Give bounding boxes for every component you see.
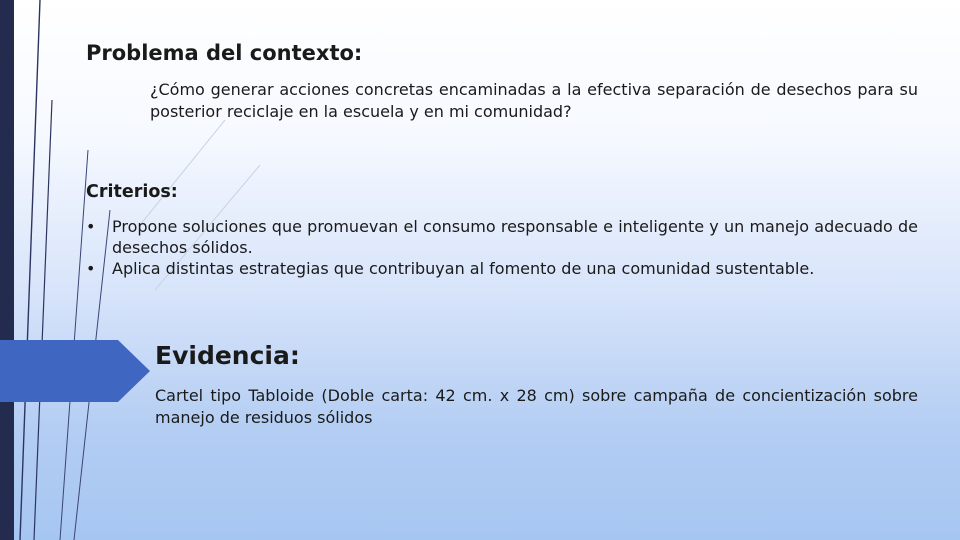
criteria-item-text: Aplica distintas estrategias que contribuyan al fomento de una comunidad sustentable. — [112, 259, 815, 278]
criteria-heading: Criterios: — [86, 182, 178, 202]
arrow-shape — [0, 340, 150, 402]
criteria-list — [86, 216, 918, 279]
criteria-item-text: Propone soluciones que promuevan el consumo responsable e inteligente y un manejo adecuado de desechos sólidos. — [112, 217, 918, 257]
list-item — [86, 258, 918, 279]
bullet-dot-icon: • — [86, 259, 96, 278]
bullet-dot-icon: • — [86, 217, 96, 236]
evidence-text: Cartel tipo Tabloide (Doble carta: 42 cm. x 28 cm) sobre campaña de concientización sobre manejo de residuos sólidos — [155, 386, 918, 427]
evidence-heading: Evidencia: — [155, 341, 300, 370]
list-item — [86, 216, 918, 258]
problem-heading: Problema del contexto: — [86, 41, 363, 65]
problem-question: ¿Cómo generar acciones concretas encaminadas a la efectiva separación de desechos para su posterior reciclaje en la escuela y en mi comunidad? — [150, 80, 918, 121]
